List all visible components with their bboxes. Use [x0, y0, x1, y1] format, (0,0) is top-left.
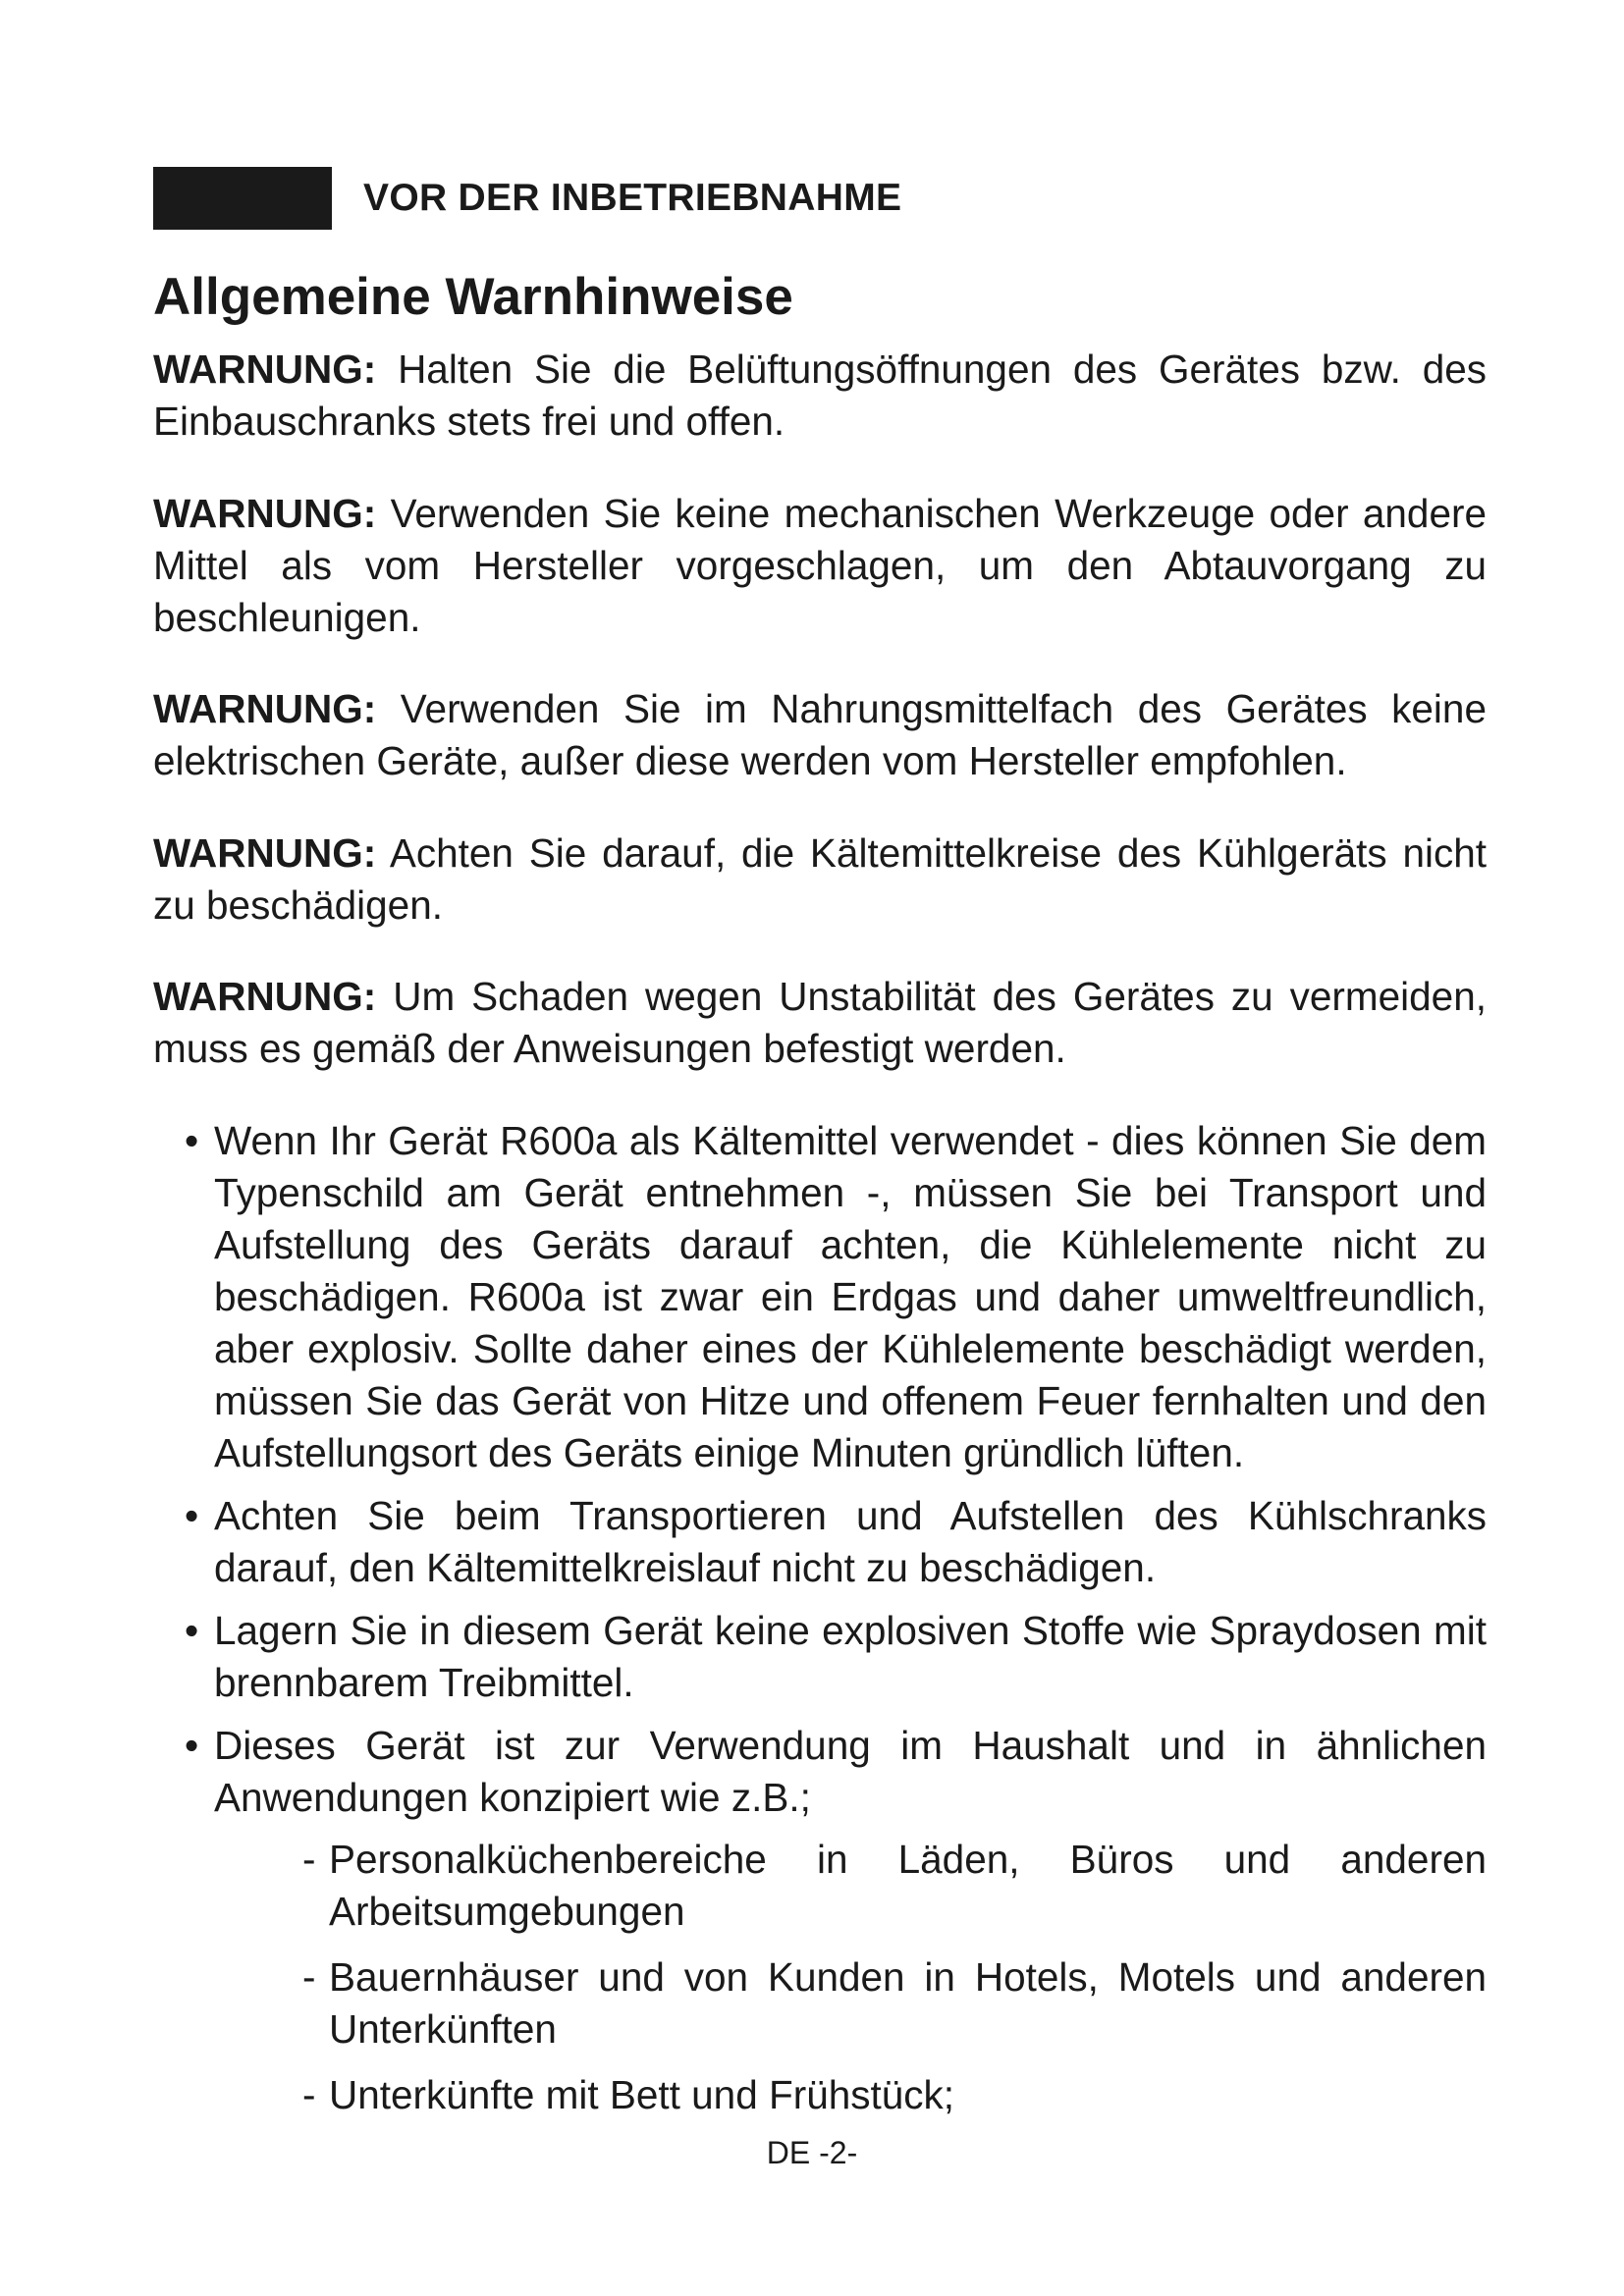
warning-label: WARNUNG: [153, 974, 377, 1020]
bullet-mark: • [185, 1607, 199, 1653]
section-marker-bar [153, 167, 332, 230]
list-item [153, 1605, 1487, 1709]
sub-item-list [214, 1834, 1487, 2121]
page-number: DE -2- [766, 2135, 858, 2170]
warning-text: Verwenden Sie keine mechanischen Werkzeuge oder andere Mittel als vom Hersteller vorgeschlagen, um den Abtauvorgang zu beschleunigen. [153, 490, 1487, 640]
page-title: Allgemeine Warnhinweise [153, 268, 793, 326]
warning-paragraph [153, 683, 1487, 787]
dash-mark: - [302, 1836, 316, 1882]
warning-label: WARNUNG: [153, 490, 377, 536]
list-item [153, 1490, 1487, 1594]
dash-mark: - [302, 1953, 316, 2000]
warning-label: WARNUNG: [153, 829, 377, 876]
sub-item-text: Personalküchenbereiche in Läden, Büros und anderen Arbeitsumgebungen [329, 1836, 1487, 1934]
bullet-list [153, 1115, 1487, 2121]
list-item [153, 1720, 1487, 2121]
warning-text: Halten Sie die Belüftungsöffnungen des Gerätes bzw. des Einbauschranks stets frei und offen. [153, 347, 1487, 445]
bullet-mark: • [185, 1722, 199, 1768]
bullet-mark: • [185, 1117, 199, 1163]
warning-text: Um Schaden wegen Unstabilität des Gerätes zu vermeiden, muss es gemäß der Anweisungen befestigt werden. [153, 974, 1487, 1072]
warning-text: Achten Sie darauf, die Kältemittelkreise des Kühlgeräts nicht zu beschädigen. [153, 829, 1487, 928]
sub-list-item [302, 2069, 1487, 2121]
sub-item-text: Bauernhäuser und von Kunden in Hotels, Motels und anderen Unterkünften [329, 1953, 1487, 2052]
bullet-text: Lagern Sie in diesem Gerät keine explosiven Stoffe wie Spraydosen mit brennbarem Treibmittel. [214, 1607, 1487, 1705]
dash-mark: - [302, 2071, 316, 2117]
warning-text: Verwenden Sie im Nahrungsmittelfach des Gerätes keine elektrischen Geräte, außer diese werden vom Hersteller empfohlen. [153, 686, 1487, 784]
warning-paragraph [153, 344, 1487, 448]
bullet-text: Achten Sie beim Transportieren und Aufstellen des Kühlschranks darauf, den Kältemittelkreislauf nicht zu beschädigen. [214, 1492, 1487, 1590]
page-content [153, 167, 1487, 2135]
list-item [153, 1115, 1487, 1479]
section-header [153, 167, 1487, 230]
warning-paragraph [153, 828, 1487, 932]
bullet-text: Wenn Ihr Gerät R600a als Kältemittel verwendet - dies können Sie dem Typenschild am Gerät entnehmen -, müssen Sie bei Transport und Aufstellung des Geräts darauf achten, die Kühlelemente nicht zu beschädigen. R600a ist zwar ein Erdgas und daher umweltfreundlich, aber explosiv. Sollte daher eines der Kühlelemente beschädigt werden, müssen Sie das Gerät von Hitze und offenem Feuer fernhalten und den Aufstellungsort des Geräts einige Minuten gründlich lüften. [214, 1117, 1487, 1475]
warning-label: WARNUNG: [153, 686, 377, 732]
warning-paragraph [153, 488, 1487, 644]
section-title: VOR DER INBETRIEBNAHME [363, 177, 902, 219]
warning-label: WARNUNG: [153, 347, 377, 393]
sub-list-item [302, 1834, 1487, 1938]
sub-item-text: Unterkünfte mit Bett und Frühstück; [329, 2071, 955, 2117]
bullet-mark: • [185, 1492, 199, 1538]
sub-list-item [302, 1951, 1487, 2056]
warning-paragraph [153, 971, 1487, 1075]
bullet-text: Dieses Gerät ist zur Verwendung im Haushalt und in ähnlichen Anwendungen konzipiert wie z.B.; [214, 1722, 1487, 1820]
